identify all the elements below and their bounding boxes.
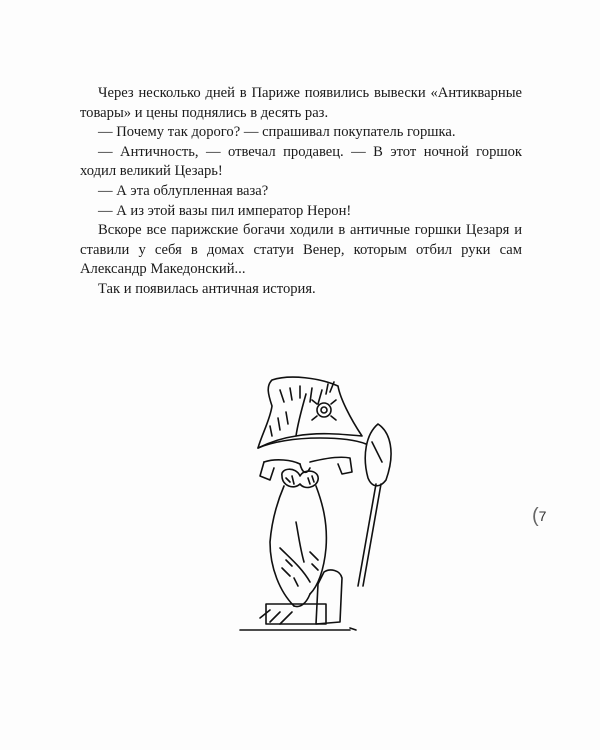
- page-number-value: 7: [538, 508, 547, 524]
- pedestal-drawing: [240, 570, 356, 630]
- paragraph: — А эта облупленная ваза?: [98, 182, 269, 199]
- story-text: [80, 84, 522, 300]
- page-number: [532, 504, 546, 527]
- oar-drawing: [358, 424, 391, 586]
- venus-statue-illustration: [200, 372, 410, 642]
- page-number-bracket: (: [532, 505, 539, 527]
- paragraph: Вскоре все парижские богачи ходили в античные горшки Цезаря и ставили у себя в домах статуи Венер, которым отбил руки сам Александр Македонский...: [80, 222, 522, 278]
- statue-torso-drawing: [260, 457, 352, 606]
- paragraph: Через несколько дней в Париже появились вывески «Антикварные товары» и цены поднялись в десять раз.: [80, 85, 522, 121]
- paragraph: — Почему так дорого? — спрашивал покупатель горшка.: [98, 124, 456, 141]
- paragraph: — А из этой вазы пил император Нерон!: [98, 202, 352, 219]
- paragraph: — Античность, — отвечал продавец. — В этот ночной горшок ходил великий Цезарь!: [80, 143, 522, 180]
- bicorne-hat-drawing: [258, 377, 366, 448]
- paragraph: Так и появилась античная история.: [98, 280, 316, 297]
